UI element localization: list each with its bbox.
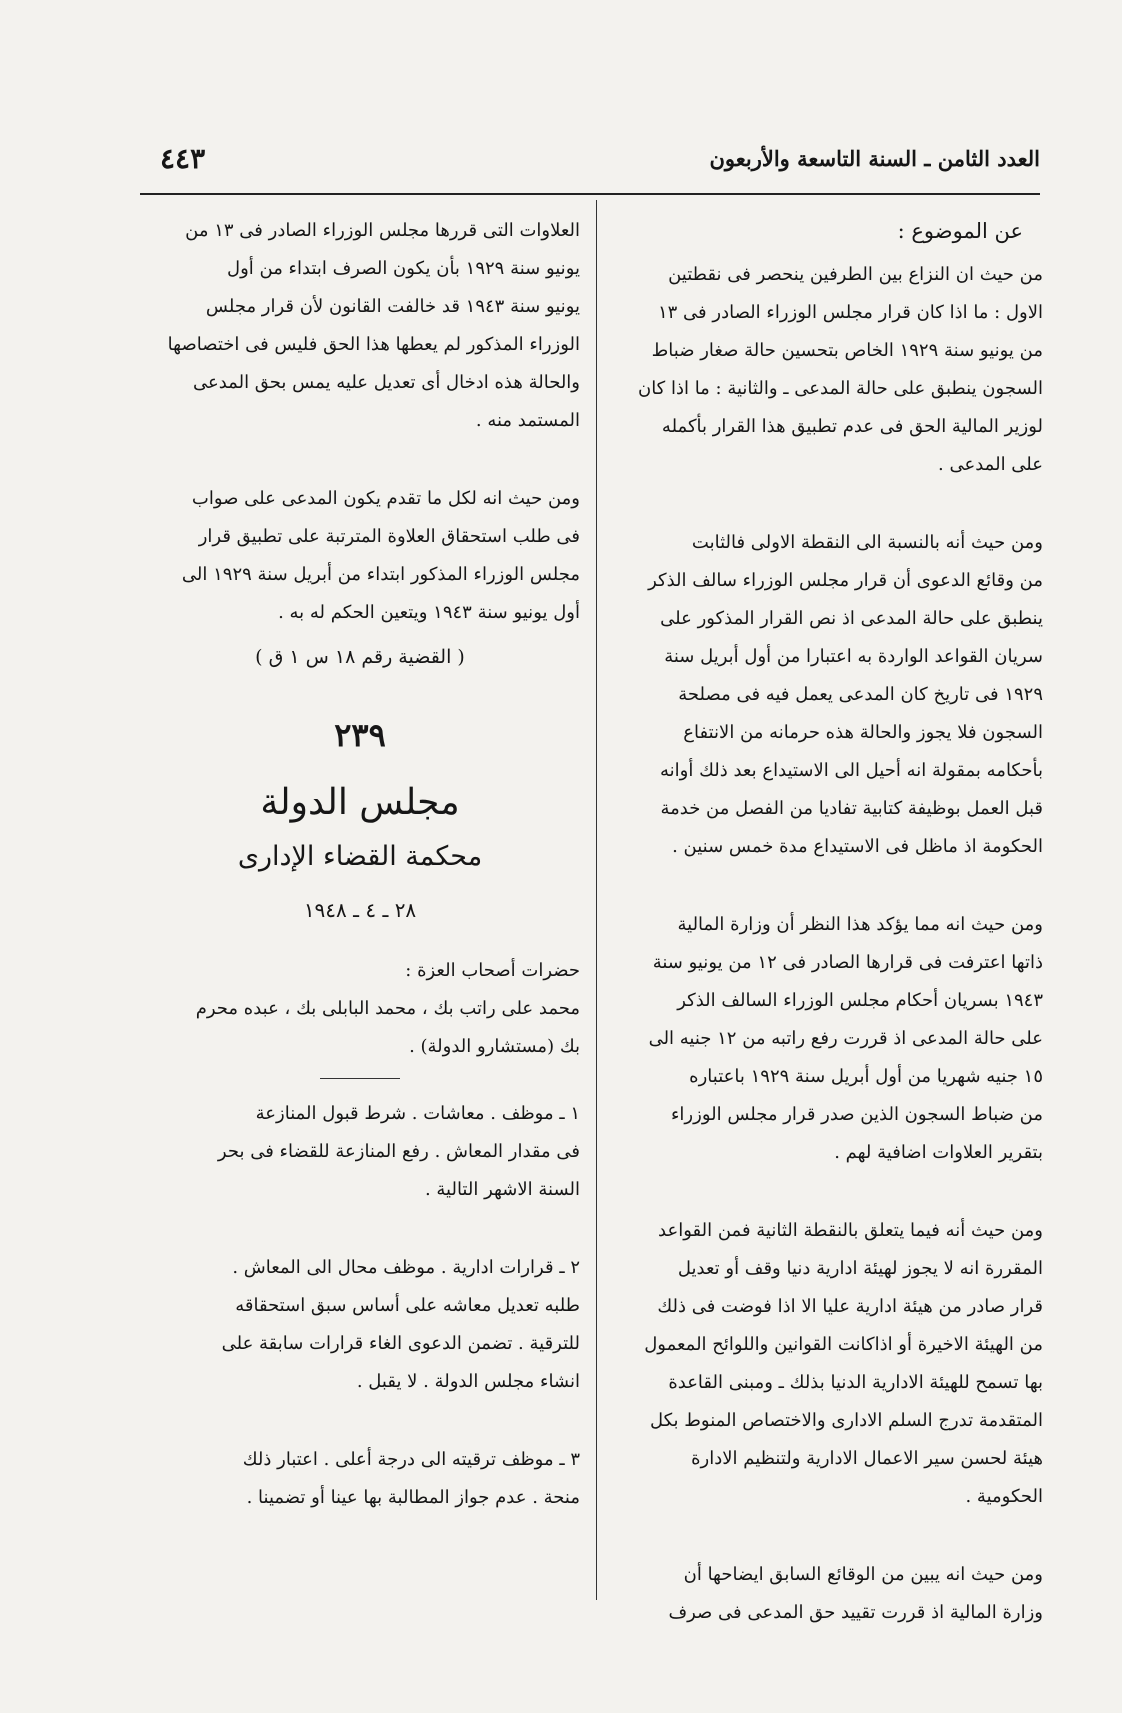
- text-line: من الهيئة الاخيرة أو اذاكانت القوانين واللوائح المعمول: [644, 1334, 1043, 1355]
- text-line: أول يونيو سنة ١٩٤٣ ويتعين الحكم له به .: [278, 602, 580, 623]
- text-line: من وقائع الدعوى أن قرار مجلس الوزراء سالف الذكر: [648, 570, 1043, 591]
- text-line: الوزراء المذكور لم يعطها هذا الحق فليس فى اختصاصها: [167, 334, 580, 355]
- text-line: ومن حيث انه يبين من الوقائع السابق ايضاحها أن: [683, 1564, 1043, 1585]
- text-line: هيئة لحسن سير الاعمال الادارية ولتنظيم الادارة: [691, 1448, 1043, 1469]
- text-line: ٣ ـ موظف ترقيته الى درجة أعلى . اعتبار ذلك: [242, 1449, 580, 1470]
- text-line: المتقدمة تدرج السلم الادارى والاختصاص المنوط بكل: [649, 1410, 1043, 1431]
- text-line: مجلس الوزراء المذكور ابتداء من أبريل سنة ١٩٢٩ الى: [181, 564, 580, 585]
- court-title: مجلس الدولة: [260, 782, 460, 823]
- text-line: قبل العمل بوظيفة كتابية تفاديا من الفصل من خدمة: [660, 798, 1043, 819]
- text-line: قرار صادر من هيئة ادارية عليا الا اذا فوضت فى ذلك: [657, 1296, 1043, 1317]
- text-line: ١ ـ موظف . معاشات . شرط قبول المنازعة: [255, 1103, 580, 1124]
- text-line: للترقية . تضمن الدعوى الغاء قرارات سابقة على: [221, 1333, 580, 1354]
- text-line: انشاء مجلس الدولة . لا يقبل .: [356, 1371, 580, 1392]
- text-line: ١٩٤٣ بسريان أحكام مجلس الوزراء السالف الذكر: [677, 990, 1043, 1011]
- text-line: بأحكامه بمقولة انه أحيل الى الاستيداع بعد ذلك أوانه: [660, 760, 1043, 781]
- running-title: العدد الثامن ـ السنة التاسعة والأربعون: [709, 146, 1040, 171]
- text-line: طلبه تعديل معاشه على أساس سبق استحقاقه: [235, 1295, 580, 1316]
- text-line: ٢ ـ قرارات ادارية . موظف محال الى المعاش .: [232, 1257, 580, 1278]
- headnote: [140, 1441, 580, 1517]
- text-line: يونيو سنة ١٩٤٣ قد خالفت القانون لأن قرار مجلس: [205, 296, 580, 317]
- text-line: من يونيو سنة ١٩٢٩ الخاص بتحسين حالة صغار ضباط: [651, 340, 1043, 361]
- judges-line: محمد على راتب بك ، محمد البابلى بك ، عبده محرم: [195, 998, 580, 1019]
- text-line: السجون فلا يجوز والحالة هذه حرمانه من الانتفاع: [683, 722, 1043, 743]
- text-line: على المدعى .: [938, 454, 1043, 475]
- headnote: [140, 1249, 580, 1401]
- section-rule: [320, 1078, 400, 1079]
- text-line: فى مقدار المعاش . رفع المنازعة للقضاء فى بحر: [217, 1141, 580, 1162]
- text-line: فى طلب استحقاق العلاوة المترتبة على تطبيق قرار: [198, 526, 580, 547]
- text-line: لوزير المالية الحق فى عدم تطبيق هذا القرار بأكمله: [661, 416, 1043, 437]
- section-heading: عن الموضوع :: [897, 219, 1023, 243]
- text-line: العلاوات التى قررها مجلس الوزراء الصادر فى ١٣ من: [185, 220, 580, 241]
- text-line: المستمد منه .: [475, 410, 580, 431]
- left-column: [140, 212, 580, 1517]
- text-line: يونيو سنة ١٩٢٩ بأن يكون الصرف ابتداء من أول: [227, 258, 580, 279]
- paragraph: [140, 212, 580, 440]
- text-line: الحكومية .: [965, 1486, 1043, 1507]
- column-divider: [596, 200, 597, 1600]
- text-line: منحة . عدم جواز المطالبة بها عينا أو تضمينا .: [246, 1487, 580, 1508]
- text-line: السجون ينطبق على حالة المدعى ـ والثانية : ما اذا كان: [637, 378, 1043, 399]
- case-number: ٢٣٩: [334, 716, 386, 754]
- paragraph: [608, 906, 1043, 1172]
- session-date: ٢٨ ـ ٤ ـ ١٩٤٨: [303, 898, 417, 922]
- text-line: والحالة هذه ادخال أى تعديل عليه يمس بحق المدعى: [192, 372, 580, 393]
- text-line: بتقرير العلاوات اضافية لهم .: [834, 1142, 1043, 1163]
- paragraph: [608, 1212, 1043, 1516]
- text-line: السنة الاشهر التالية .: [424, 1179, 580, 1200]
- case-reference: ( القضية رقم ١٨ س ١ ق ): [255, 646, 465, 668]
- text-line: بها تسمح للهيئة الادارية الدنيا بذلك ـ ومبنى القاعدة: [668, 1372, 1043, 1393]
- headnote: [140, 1095, 580, 1209]
- text-line: المقررة انه لا يجوز لهيئة ادارية دنيا وقف أو تعديل: [677, 1258, 1043, 1279]
- paragraph: [140, 480, 580, 632]
- right-column: [608, 212, 1043, 1632]
- paragraph: [608, 524, 1043, 866]
- text-line: ومن حيث انه لكل ما تقدم يكون المدعى على صواب: [191, 488, 580, 509]
- text-line: ١٥ جنيه شهريا من أول أبريل سنة ١٩٢٩ باعتباره: [689, 1066, 1043, 1087]
- judges-heading: حضرات أصحاب العزة :: [405, 960, 580, 981]
- page-number: ٤٤٣: [160, 142, 206, 175]
- text-line: ومن حيث انه مما يؤكد هذا النظر أن وزارة المالية: [677, 914, 1043, 935]
- text-line: الحكومة اذ ماظل فى الاستيداع مدة خمس سنين .: [672, 836, 1043, 857]
- paragraph: [608, 256, 1043, 484]
- text-line: ومن حيث أنه فيما يتعلق بالنقطة الثانية فمن القواعد: [658, 1220, 1043, 1241]
- text-line: على حالة المدعى اذ قررت رفع راتبه من ١٢ جنيه الى: [648, 1028, 1043, 1049]
- text-line: ومن حيث أنه بالنسبة الى النقطة الاولى فالثابت: [691, 532, 1043, 553]
- judges-block: [140, 952, 580, 1066]
- court-subtitle: محكمة القضاء الإدارى: [237, 841, 483, 872]
- judges-line: بك (مستشارو الدولة) .: [409, 1036, 580, 1057]
- text-line: وزارة المالية اذ قررت تقييد حق المدعى فى صرف: [668, 1602, 1043, 1623]
- page-header: [160, 142, 1040, 186]
- text-line: من ضباط السجون الذين صدر قرار مجلس الوزراء: [670, 1104, 1043, 1125]
- header-rule: [140, 193, 1040, 195]
- text-line: من حيث ان النزاع بين الطرفين ينحصر فى نقطتين: [668, 264, 1043, 285]
- text-line: ذاتها اعترفت فى قرارها الصادر فى ١٢ من يونيو سنة: [652, 952, 1043, 973]
- text-line: ١٩٢٩ فى تاريخ كان المدعى يعمل فيه فى مصلحة: [678, 684, 1043, 705]
- text-line: الاول : ما اذا كان قرار مجلس الوزراء الصادر فى ١٣: [657, 302, 1043, 323]
- text-line: ينطبق على حالة المدعى اذ نص القرار المذكور على: [660, 608, 1043, 629]
- text-line: سريان القواعد الواردة به اعتبارا من أول أبريل سنة: [664, 646, 1043, 667]
- paragraph: [608, 1556, 1043, 1632]
